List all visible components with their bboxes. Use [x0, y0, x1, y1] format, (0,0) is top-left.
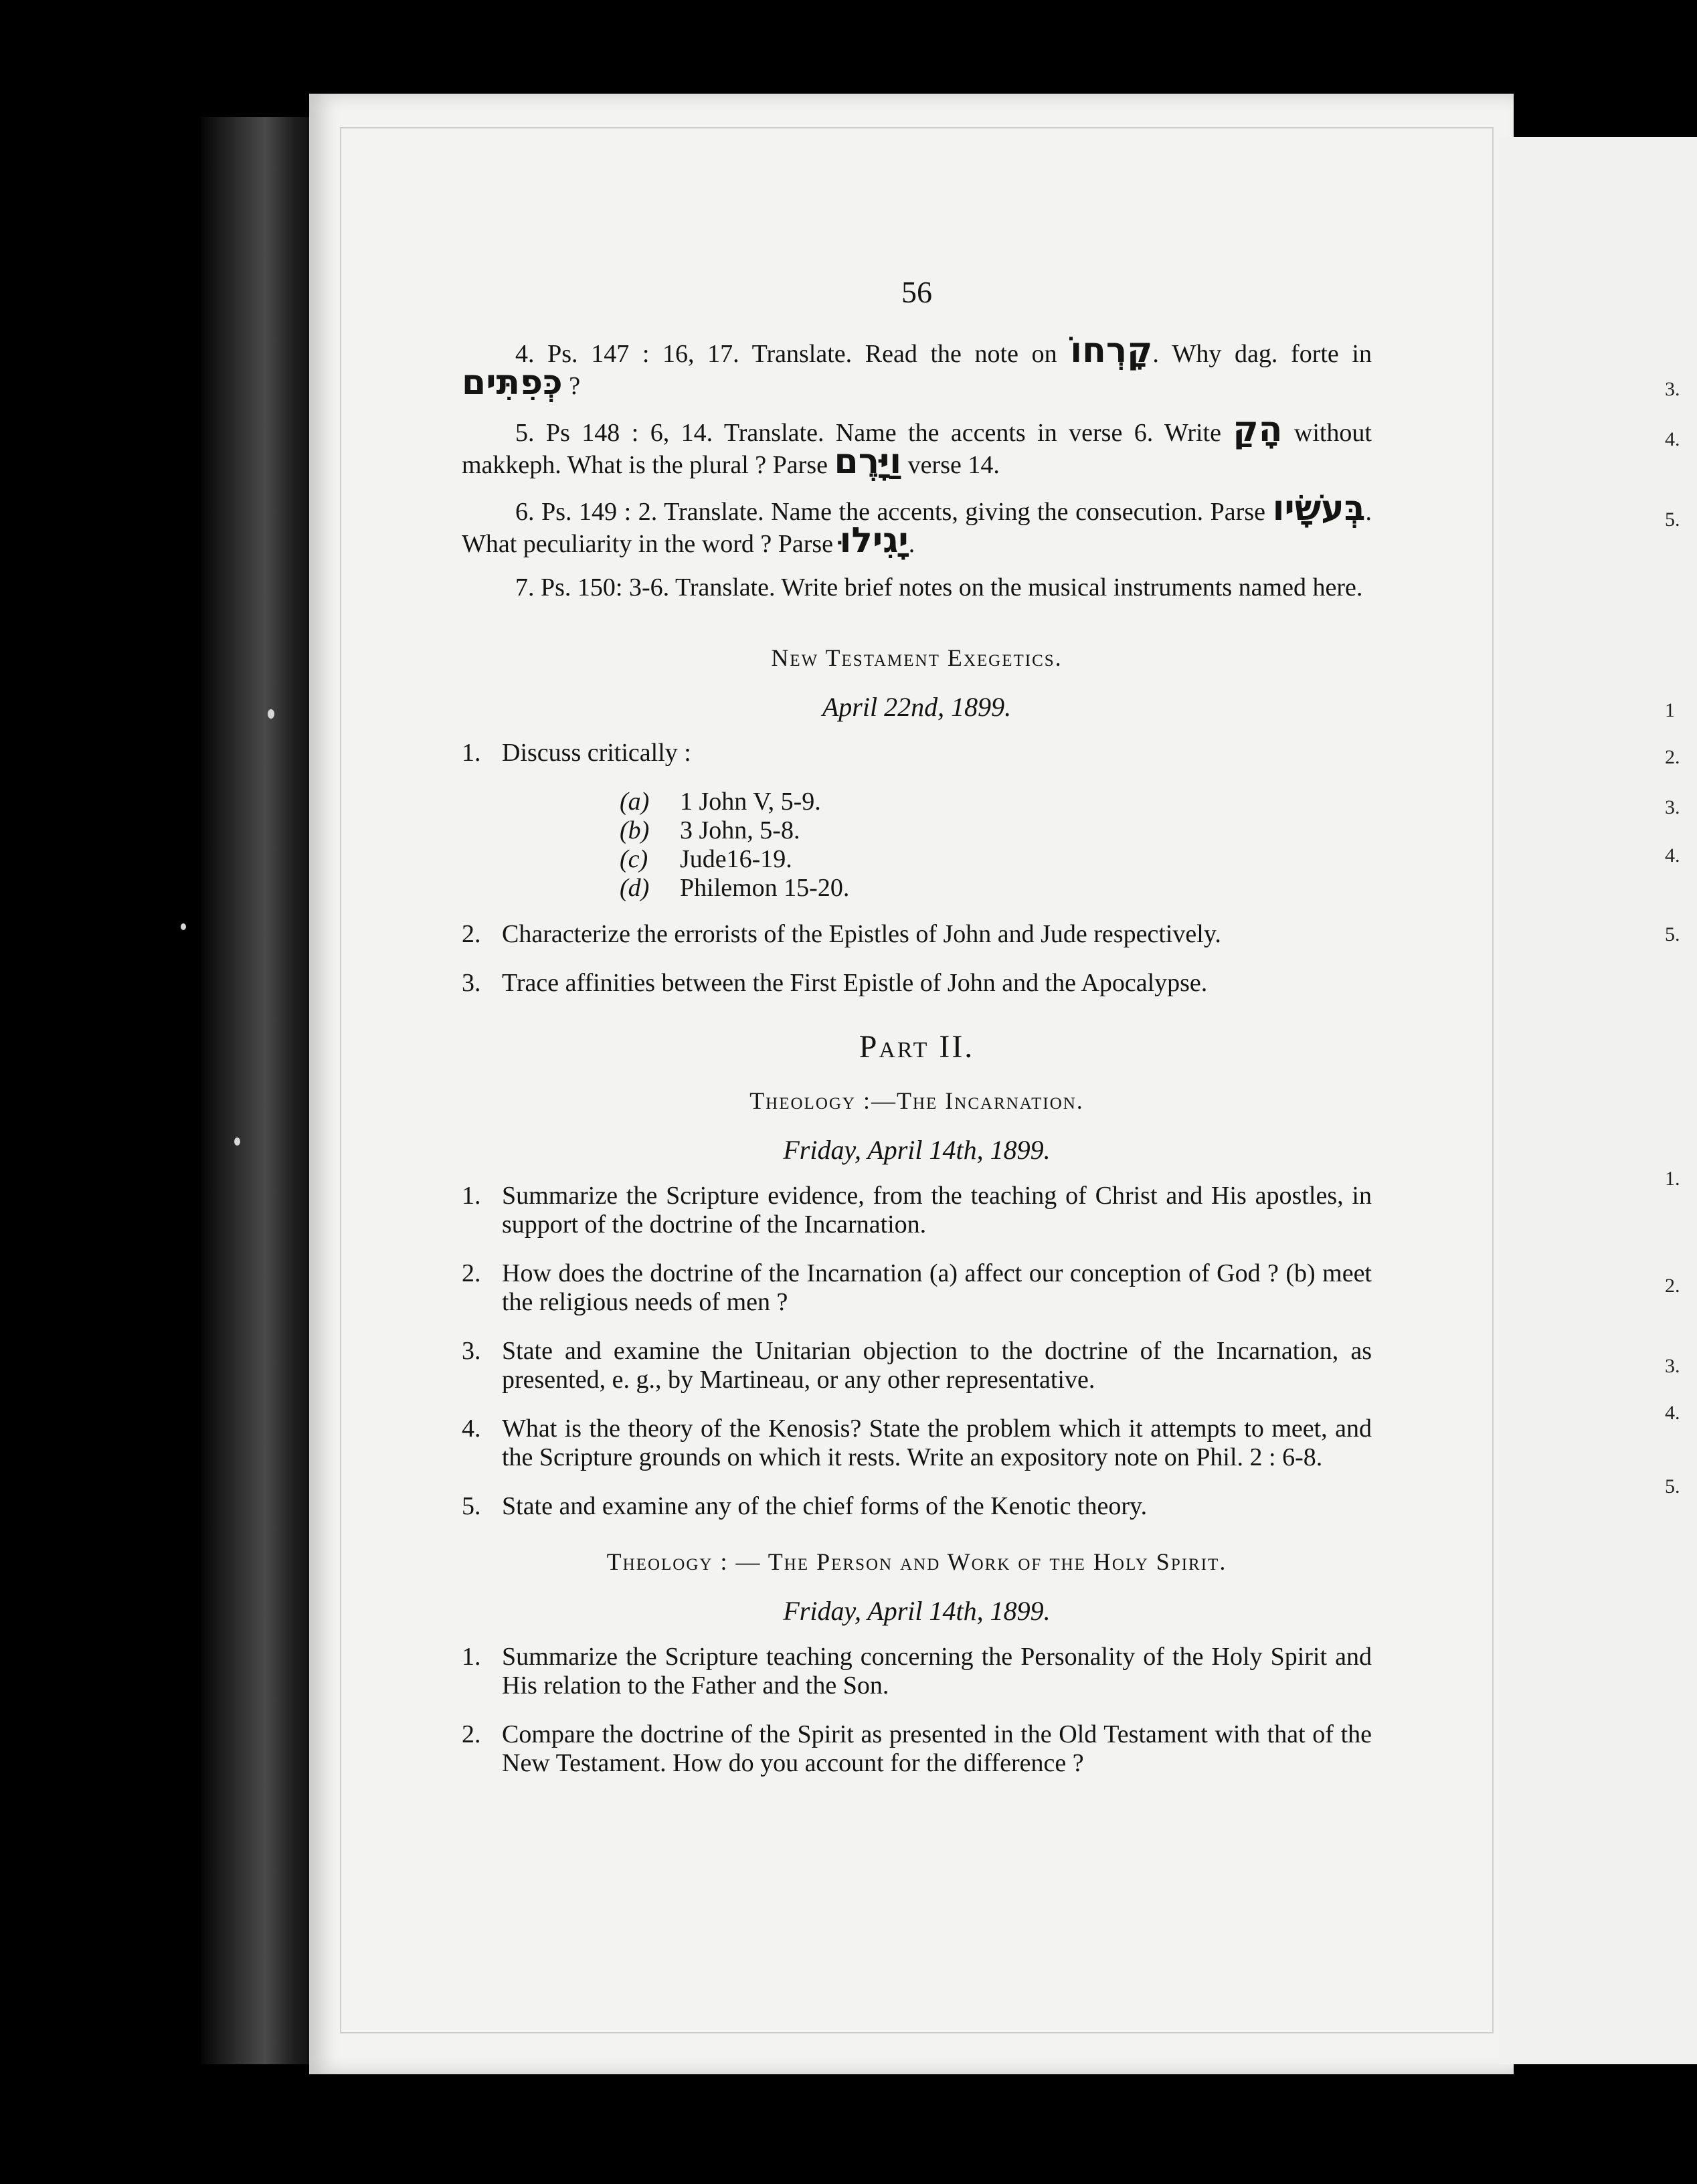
section-heading: Theology :—The Incarnation.	[749, 1087, 1084, 1114]
sub-question-list	[620, 788, 1372, 903]
exam-date: Friday, April 14th, 1899.	[783, 1596, 1051, 1626]
psalm-question-5	[462, 410, 1372, 482]
question-item	[462, 969, 1372, 998]
exam-date: April 22nd, 1899.	[822, 692, 1012, 722]
question-item	[462, 1492, 1372, 1521]
question-text: How does the doctrine of the Incarnation (a) affect our conception of God ? (b) meet the religious needs of men ?	[502, 1259, 1372, 1316]
hebrew-word: בְּעֹשָׂיו	[1272, 488, 1366, 529]
question-text: Compare the doctrine of the Spirit as presented in the Old Testament with that of the New Testament. How do you account for the difference ?	[502, 1720, 1372, 1777]
question-number: 2.	[462, 920, 481, 948]
question-number: 2.	[462, 1259, 481, 1287]
question-item	[462, 1415, 1372, 1472]
question-item	[462, 1643, 1372, 1700]
page-number: 56	[901, 275, 932, 309]
question-text: 5. Ps 148 : 6, 14. Translate. Name the accents in verse 6. Write	[515, 419, 1221, 447]
sub-question	[620, 874, 1372, 903]
question-text: .	[908, 530, 915, 558]
question-text: 6. Ps. 149 : 2. Translate. Name the accents, giving the consecution. Parse	[515, 498, 1265, 526]
question-number: 3.	[462, 969, 481, 997]
hebrew-word: קָרְחוֹ	[1070, 331, 1153, 371]
sub-question	[620, 845, 1372, 874]
book-binding	[201, 117, 318, 2064]
exam-date: Friday, April 14th, 1899.	[783, 1135, 1051, 1165]
sub-question	[620, 816, 1372, 845]
page-text	[462, 264, 1372, 1798]
question-number: 5.	[462, 1492, 481, 1520]
scan-speck	[268, 709, 274, 719]
question-text: State and examine the Unitarian objection to the doctrine of the Incarnation, as presented, e. g., by Martineau, or any other representative.	[502, 1337, 1372, 1394]
question-number: 4.	[462, 1415, 481, 1443]
facing-page-number: 4.	[1665, 428, 1680, 450]
question-text: 4. Ps. 147 : 16, 17. Translate. Read the note on	[515, 340, 1057, 368]
sub-label: (c)	[620, 845, 648, 873]
sub-label: (d)	[620, 874, 650, 902]
facing-page-number: 2.	[1665, 1275, 1680, 1297]
question-item	[462, 1259, 1372, 1317]
question-item	[462, 739, 1372, 767]
question-text: What is the theory of the Kenosis? State the problem which it attempts to meet, and the Scripture grounds on which it rests. Write an expository note on Phil. 2 : 6-8.	[502, 1415, 1372, 1471]
question-text: Discuss critically :	[502, 739, 691, 767]
section-heading: New Testament Exegetics.	[771, 644, 1063, 671]
hebrew-word: הָקַ	[1233, 410, 1283, 450]
hebrew-word: וַיָּרֶם	[834, 442, 902, 482]
hebrew-word: כְּפִתִּים	[462, 363, 563, 403]
question-text: without makkeph. What is the plural ? Parse	[462, 419, 1372, 479]
scan-speck	[234, 1138, 240, 1146]
question-item	[462, 920, 1372, 949]
question-item	[462, 1720, 1372, 1778]
facing-page-number: 5.	[1665, 1475, 1680, 1497]
sub-text: 3 John, 5-8.	[680, 816, 800, 844]
question-text: Trace affinities between the First Epistle of John and the Apocalypse.	[502, 969, 1208, 997]
question-text: . What peculiarity in the word ? Parse	[462, 498, 1372, 558]
question-text: . Why dag. forte in	[1152, 340, 1372, 368]
facing-page-edge	[1499, 137, 1697, 2064]
facing-page-number: 2.	[1665, 746, 1680, 768]
question-number: 3.	[462, 1337, 481, 1365]
facing-page-number: 1	[1665, 699, 1675, 721]
sub-text: 1 John V, 5-9.	[680, 788, 821, 816]
question-number: 1.	[462, 1643, 481, 1671]
sub-label: (b)	[620, 816, 650, 844]
sub-text: Jude16-19.	[680, 845, 792, 873]
question-number: 2.	[462, 1720, 481, 1748]
question-text: Summarize the Scripture evidence, from the teaching of Christ and His apostles, in support of the doctrine of the Incarnation.	[502, 1182, 1372, 1239]
question-text: verse 14.	[907, 451, 1000, 479]
sub-text: Philemon 15-20.	[680, 874, 850, 902]
scan-speck	[181, 923, 186, 930]
sub-question	[620, 788, 1372, 816]
question-item	[462, 1337, 1372, 1394]
question-text: ?	[569, 372, 581, 400]
facing-page-number: 3.	[1665, 796, 1680, 818]
psalm-question-6	[462, 488, 1372, 561]
question-text: State and examine any of the chief forms of the Kenotic theory.	[502, 1492, 1148, 1520]
facing-page-number: 3.	[1665, 1355, 1680, 1377]
psalm-question-7: 7. Ps. 150: 3-6. Translate. Write brief notes on the musical instruments named here.	[515, 573, 1363, 602]
question-number: 1.	[462, 1182, 481, 1210]
question-number: 1.	[462, 739, 481, 767]
sub-label: (a)	[620, 788, 650, 816]
psalm-question-4	[462, 331, 1372, 403]
facing-page-number: 1.	[1665, 1168, 1680, 1190]
question-item	[462, 1182, 1372, 1239]
hebrew-word: יָגִילוּ	[839, 521, 909, 561]
facing-page-number: 4.	[1665, 844, 1680, 867]
facing-page-number: 5.	[1665, 509, 1680, 531]
facing-page-number: 3.	[1665, 378, 1680, 400]
part-heading: Part II.	[859, 1029, 975, 1065]
question-text: Characterize the errorists of the Epistles of John and Jude respectively.	[502, 920, 1221, 948]
facing-page-number: 5.	[1665, 923, 1680, 945]
question-text: Summarize the Scripture teaching concerning the Personality of the Holy Spirit and His relation to the Father and the Son.	[502, 1643, 1372, 1700]
section-heading: Theology : — The Person and Work of the Holy Spirit.	[606, 1548, 1227, 1575]
facing-page-number: 4.	[1665, 1402, 1680, 1424]
